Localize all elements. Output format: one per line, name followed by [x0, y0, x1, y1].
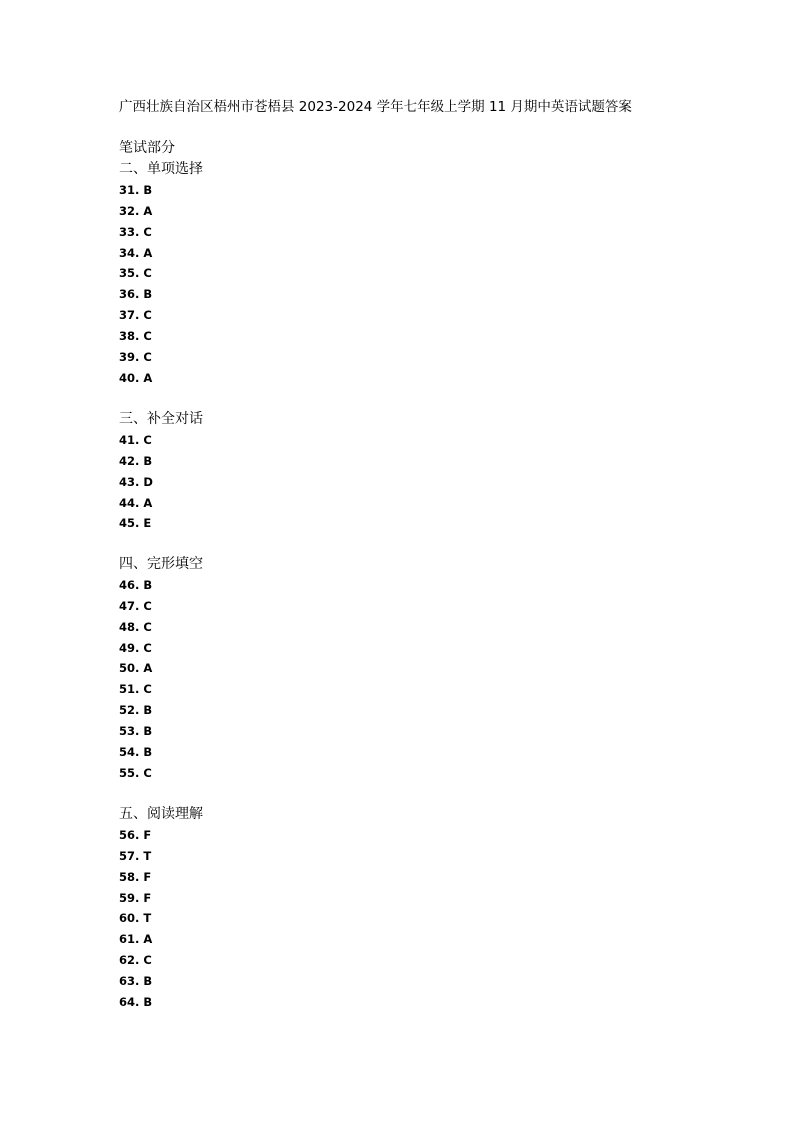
- question-number: 32.: [119, 203, 140, 218]
- answer-item: [119, 451, 203, 472]
- answer-item: [119, 679, 203, 700]
- answer-letter: A: [143, 932, 153, 947]
- answer-letter: C: [143, 433, 152, 447]
- question-number: 56.: [119, 828, 140, 842]
- answer-item: [119, 992, 203, 1013]
- question-number: 54.: [119, 744, 140, 759]
- answer-letter: D: [143, 474, 153, 489]
- answer-letter: T: [143, 911, 152, 926]
- answer-item: [119, 658, 203, 679]
- question-number: 63.: [119, 973, 140, 988]
- answer-letter: C: [143, 640, 152, 655]
- section-heading: 二、单项选择: [119, 161, 203, 177]
- answer-letter: A: [143, 495, 153, 510]
- question-number: 37.: [119, 308, 140, 323]
- answer-letter: C: [143, 598, 152, 613]
- question-number: 62.: [119, 953, 140, 968]
- question-number: 52.: [119, 703, 140, 718]
- answer-item: [119, 430, 203, 451]
- answer-item: [119, 263, 203, 284]
- answer-letter: F: [143, 869, 152, 884]
- answer-list: [119, 575, 203, 783]
- answer-item: [119, 950, 203, 971]
- answer-item: [119, 596, 203, 617]
- question-number: 51.: [119, 682, 140, 697]
- answer-item: [119, 846, 203, 867]
- answer-item: [119, 472, 203, 493]
- answer-item: [119, 825, 203, 846]
- answer-item: [119, 867, 203, 888]
- question-number: 59.: [119, 890, 140, 905]
- question-number: 39.: [119, 349, 140, 364]
- question-number: 42.: [119, 453, 140, 468]
- answer-letter: C: [143, 953, 152, 968]
- answer-item: [119, 575, 203, 596]
- question-number: 49.: [119, 640, 140, 655]
- document-title: 广西壮族自治区梧州市苍梧县 2023-2024 学年七年级上学期 11 月期中英语试题答案: [119, 99, 632, 115]
- answer-item: [119, 929, 203, 950]
- answer-item: [119, 742, 203, 763]
- answer-letter: F: [143, 828, 152, 842]
- section-heading: 五、阅读理解: [119, 806, 203, 822]
- question-number: 47.: [119, 598, 140, 613]
- question-number: 46.: [119, 578, 140, 592]
- section-reading-comprehension: [119, 804, 203, 1013]
- answer-item: [119, 638, 203, 659]
- section-single-choice: [119, 159, 203, 388]
- answer-letter: C: [143, 328, 152, 343]
- answer-item: [119, 368, 203, 389]
- answer-list: [119, 430, 203, 534]
- question-number: 48.: [119, 619, 140, 634]
- question-number: 55.: [119, 765, 140, 780]
- question-number: 35.: [119, 266, 140, 281]
- section-dialogue-completion: [119, 409, 203, 534]
- answer-letter: T: [143, 848, 152, 863]
- answer-item: [119, 493, 203, 514]
- answer-item: [119, 700, 203, 721]
- answer-letter: F: [143, 890, 152, 905]
- section-cloze: [119, 554, 203, 783]
- answer-item: [119, 201, 203, 222]
- question-number: 57.: [119, 848, 140, 863]
- answer-item: [119, 326, 203, 347]
- question-number: 38.: [119, 328, 140, 343]
- answer-letter: C: [143, 619, 152, 634]
- answer-letter: B: [143, 453, 153, 468]
- question-number: 50.: [119, 661, 140, 676]
- answer-item: [119, 763, 203, 784]
- answer-letter: B: [143, 287, 153, 302]
- answer-item: [119, 284, 203, 305]
- question-number: 41.: [119, 433, 140, 447]
- answer-letter: C: [143, 682, 152, 697]
- answer-item: [119, 888, 203, 909]
- answer-item: [119, 243, 203, 264]
- answer-letter: B: [143, 723, 153, 738]
- question-number: 61.: [119, 932, 140, 947]
- answer-letter: B: [143, 183, 153, 197]
- answer-item: [119, 513, 203, 534]
- answer-list: [119, 180, 203, 388]
- question-number: 33.: [119, 224, 140, 239]
- answer-letter: C: [143, 308, 152, 323]
- answer-letter: B: [143, 703, 153, 718]
- section-heading: 四、完形填空: [119, 556, 203, 572]
- answer-item: [119, 305, 203, 326]
- answer-letter: B: [143, 994, 153, 1009]
- answer-letter: B: [143, 578, 153, 592]
- answer-letter: C: [143, 266, 152, 281]
- answer-letter: E: [143, 516, 152, 531]
- question-number: 58.: [119, 869, 140, 884]
- question-number: 44.: [119, 495, 140, 510]
- answer-item: [119, 908, 203, 929]
- answer-letter: B: [143, 973, 153, 988]
- question-number: 43.: [119, 474, 140, 489]
- question-number: 45.: [119, 516, 140, 531]
- question-number: 53.: [119, 723, 140, 738]
- answer-letter: C: [143, 349, 152, 364]
- answer-item: [119, 971, 203, 992]
- question-number: 31.: [119, 183, 140, 197]
- answer-letter: C: [143, 224, 152, 239]
- question-number: 34.: [119, 245, 140, 260]
- answer-letter: C: [143, 765, 152, 780]
- question-number: 40.: [119, 370, 140, 385]
- answer-item: [119, 180, 203, 201]
- question-number: 64.: [119, 994, 140, 1009]
- answer-item: [119, 222, 203, 243]
- answer-letter: A: [143, 370, 153, 385]
- question-number: 36.: [119, 287, 140, 302]
- answer-item: [119, 617, 203, 638]
- answer-list: [119, 825, 203, 1013]
- answer-letter: A: [143, 661, 153, 676]
- section-heading: 三、补全对话: [119, 411, 203, 427]
- answer-item: [119, 721, 203, 742]
- answer-letter: A: [143, 203, 153, 218]
- written-part-label: 笔试部分: [119, 140, 175, 156]
- question-number: 60.: [119, 911, 140, 926]
- answer-item: [119, 347, 203, 368]
- answer-letter: B: [143, 744, 153, 759]
- answer-letter: A: [143, 245, 153, 260]
